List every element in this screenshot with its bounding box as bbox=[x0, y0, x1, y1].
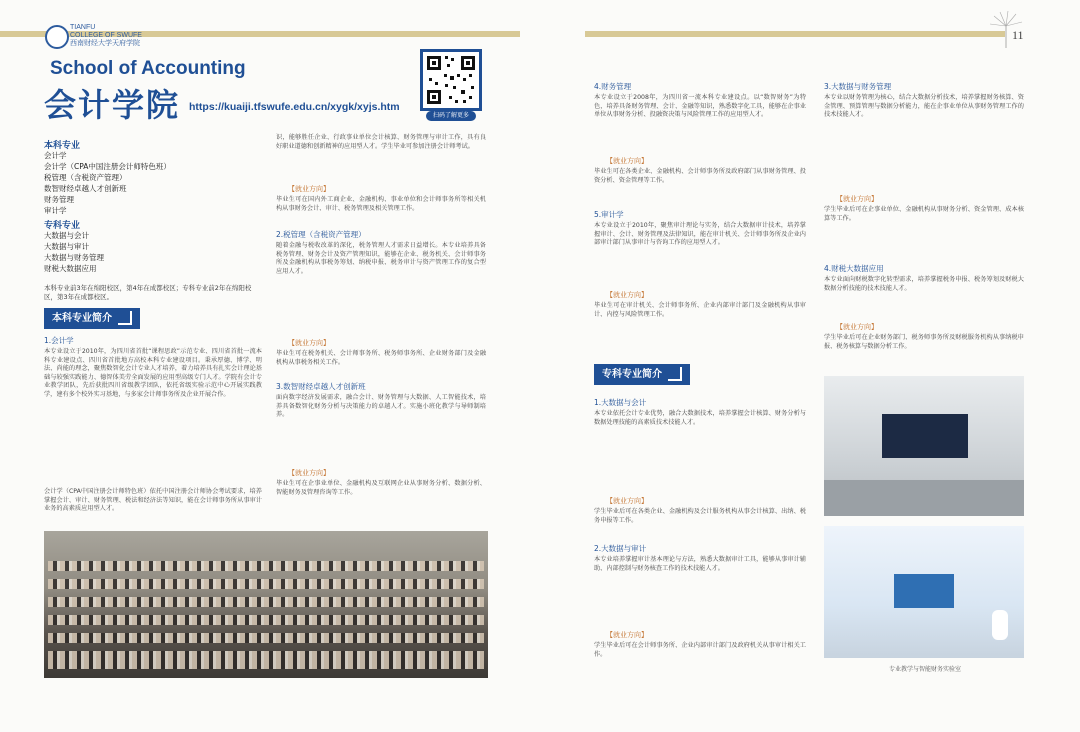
tag-label: 本科专业简介 bbox=[52, 313, 112, 324]
photo-row bbox=[48, 651, 484, 669]
group-photo bbox=[44, 531, 488, 678]
qr-pattern-icon bbox=[423, 52, 479, 108]
photo-row bbox=[48, 561, 484, 571]
section-text: 学生毕业后可在企业财务部门、税务师事务所及财税服务机构从事纳税申报、税务核算与数据分析工作。 bbox=[824, 334, 1024, 350]
section-text: 毕业生可在审计机关、会计师事务所、企业内部审计部门及金融机构从事审计、内控与风险管理工作。 bbox=[594, 302, 806, 318]
section-text: 毕业生可在各类企业、金融机构、会计师事务所及政府部门从事财务管理、投资分析、资金管理等工作。 bbox=[594, 168, 806, 184]
section-text: 本专业设立于2010年，为四川省首批“课程思政”示范专业、四川省首批一流本科专业建设点、四川省首批地方高校本科专业建设项目。秉承厚德、博学、明法、尚能的理念，聚焦数智化会计专业人才培养，着力培养具有扎实会计理论基础与较强实践能力、德智体美劳全面发展的应用型高级专门人才。学院有会计专业教学团队，先后获批四川省级教学团队，依托省级实验示范中心开展实践教学，建有多个校外实习基地，与多家会计师事务所及企业开展合作。 bbox=[44, 348, 262, 398]
page-number: 11 bbox=[1012, 28, 1024, 42]
arrow-icon bbox=[118, 311, 132, 325]
section-text: 毕业生可在税务机关、会计师事务所、税务师事务所、企业财务部门及金融机构从事税务相关工作。 bbox=[276, 350, 486, 366]
specialist-heading: 专科专业 bbox=[44, 221, 81, 231]
lab-floor bbox=[824, 480, 1024, 516]
undergrad-heading: 本科专业 bbox=[44, 141, 81, 151]
school-url-link[interactable]: https://kuaiji.tfswufe.edu.cn/xygk/xyjs.htm bbox=[189, 101, 400, 113]
logo-cn: 西南财经大学天府学院 bbox=[70, 40, 140, 47]
list-item: 会计学（CPA中国注册会计师特色班） bbox=[44, 162, 171, 171]
list-item: 审计学 bbox=[44, 206, 67, 215]
qr-code[interactable] bbox=[420, 49, 482, 111]
section-text: 随着金融与税收改革的深化，税务管理人才需求日益增长。本专业培养具备税务管理、财务会计及资产管理知识，能够在企业、税务机关、会计师事务所及金融机构从事税务筹划、纳税申报、税务审计与资产管理工作的复合型应用人才。 bbox=[276, 242, 486, 275]
section-text: 学生毕业后可在企事业单位、金融机构从事财务分析、资金管理、成本核算等工作。 bbox=[824, 206, 1024, 222]
photo-row bbox=[48, 579, 484, 589]
section-text: 本专业培养掌握审计基本理论与方法，熟悉大数据审计工具，能够从事审计辅助、内部控制与财务核查工作的技术技能人才。 bbox=[594, 556, 806, 572]
logo-en-line1: TIANFU bbox=[70, 24, 96, 31]
employment-heading: 【就业方向】 bbox=[606, 291, 648, 299]
lab-photo-2 bbox=[824, 526, 1024, 658]
section-text: 本专业面向财税数字化转型需求，培养掌握税务申报、税务筹划及财税大数据分析技能的技术技能人才。 bbox=[824, 276, 1024, 292]
employment-heading: 【就业方向】 bbox=[836, 195, 878, 203]
section-text: 本专业以财务管理为核心，结合大数据分析技术，培养掌握财务核算、资金管理、预算管理与数据分析能力，能在企事业单位从事财务管理工作的技术技能人才。 bbox=[824, 94, 1024, 119]
list-item: 财税大数据应用 bbox=[44, 264, 97, 273]
qr-label: 扫码了解更多 bbox=[426, 111, 476, 121]
section-text: 学生毕业后可在各类企业、金融机构及会计服务机构从事会计核算、出纳、税务申报等工作。 bbox=[594, 508, 806, 524]
specialist-intro-tag bbox=[594, 364, 690, 385]
employment-heading: 【就业方向】 bbox=[606, 497, 648, 505]
employment-heading: 【就业方向】 bbox=[288, 469, 330, 477]
undergrad-list bbox=[44, 150, 264, 216]
section-title: 4.财务管理 bbox=[594, 82, 632, 91]
section-title: 2.税管理（含税资产管理） bbox=[276, 230, 366, 239]
employment-heading: 【就业方向】 bbox=[606, 157, 648, 165]
lab-photo-1 bbox=[824, 376, 1024, 516]
lab-screen bbox=[894, 574, 954, 608]
specialist-list bbox=[44, 230, 264, 274]
section-text: 面向数字经济发展需求，融合会计、财务管理与大数据、人工智能技术，培养具备数智化财务分析与决策能力的卓越人才。实施小班化教学与导师制培养。 bbox=[276, 394, 486, 419]
section-title: 3.数智财经卓越人才创新班 bbox=[276, 382, 366, 391]
list-item: 财务管理 bbox=[44, 195, 74, 204]
section-text: 会计学（CPA中国注册会计师特色班）依托中国注册会计师协会考试要求，培养掌握会计、审计、财务管理、税法和经济法等知识，能在会计师事务所从事审计业务的高素质应用型人才。 bbox=[44, 488, 262, 513]
employment-heading: 【就业方向】 bbox=[288, 339, 330, 347]
campus-note: 本科专业前3年在绵阳校区，第4年在成都校区；专科专业前2年在绵阳校区，第3年在成都校区。 bbox=[44, 284, 252, 301]
photo-row bbox=[48, 633, 484, 643]
section-title: 1.会计学 bbox=[44, 336, 74, 345]
section-text: 毕业生可在企事业单位、金融机构及互联网企业从事财务分析、数据分析、智能财务及管理咨询等工作。 bbox=[276, 480, 486, 496]
list-item: 大数据与财务管理 bbox=[44, 253, 104, 262]
undergrad-intro-tag bbox=[44, 308, 140, 329]
section-text: 识，能够胜任企业、行政事业单位会计核算、财务管理与审计工作，具有良好职业道德和创新精神的应用型人才。学生毕业可参加注册会计师考试。 bbox=[276, 134, 486, 150]
list-item: 会计学 bbox=[44, 151, 67, 160]
logo-text bbox=[70, 24, 142, 48]
section-text: 学生毕业后可在会计师事务所、企业内部审计部门及政府机关从事审计相关工作。 bbox=[594, 642, 806, 658]
tag-label: 专科专业简介 bbox=[602, 369, 662, 380]
section-title: 5.审计学 bbox=[594, 210, 624, 219]
section-text: 本专业依托会计专业优势，融合大数据技术，培养掌握会计核算、财务分析与数据处理技能的高素质技术技能人才。 bbox=[594, 410, 806, 426]
list-item: 大数据与审计 bbox=[44, 242, 89, 251]
robot-icon bbox=[992, 610, 1008, 640]
section-text: 本专业设立于2010年，聚焦审计理论与实务，结合大数据审计技术，培养掌握审计、会计、财务管理及法律知识，能在审计机关、会计师事务所及企业内部审计部门从事审计与咨询工作的应用型人才。 bbox=[594, 222, 806, 247]
header-rule-right bbox=[585, 31, 1005, 37]
list-item: 数智财经卓越人才创新班 bbox=[44, 184, 127, 193]
list-item: 税管理（含税资产管理） bbox=[44, 173, 127, 182]
photo-row bbox=[48, 597, 484, 607]
section-text: 毕业生可在国内外工商企业、金融机构、事业单位和会计师事务所等相关机构从事财务会计、审计、税务管理及相关管理工作。 bbox=[276, 196, 486, 212]
arrow-icon bbox=[668, 367, 682, 381]
employment-heading: 【就业方向】 bbox=[606, 631, 648, 639]
logo-emblem-icon bbox=[45, 25, 69, 49]
section-title: 2.大数据与审计 bbox=[594, 544, 647, 553]
section-title: 4.财税大数据应用 bbox=[824, 264, 884, 273]
section-title: 3.大数据与财务管理 bbox=[824, 82, 892, 91]
english-title: School of Accounting bbox=[50, 58, 246, 79]
list-item: 大数据与会计 bbox=[44, 231, 89, 240]
chinese-title: 会计学院 bbox=[44, 86, 181, 124]
photo-row bbox=[48, 615, 484, 625]
section-text: 本专业设立于2008年，为四川省一流本科专业建设点。以“数智财务”为特色，培养具备财务管理、会计、金融等知识，熟悉数字化工具，能够在企事业单位从事财务分析、投融资决策与风险管理工作的应用型人才。 bbox=[594, 94, 806, 119]
college-logo bbox=[45, 24, 155, 48]
logo-en-line2: COLLEGE OF SWUFE bbox=[70, 32, 142, 39]
section-title: 1.大数据与会计 bbox=[594, 398, 647, 407]
lab-screen bbox=[882, 414, 968, 458]
employment-heading: 【就业方向】 bbox=[836, 323, 878, 331]
photo-caption: 专业教学与智能财务实验室 bbox=[888, 666, 961, 673]
employment-heading: 【就业方向】 bbox=[288, 185, 330, 193]
